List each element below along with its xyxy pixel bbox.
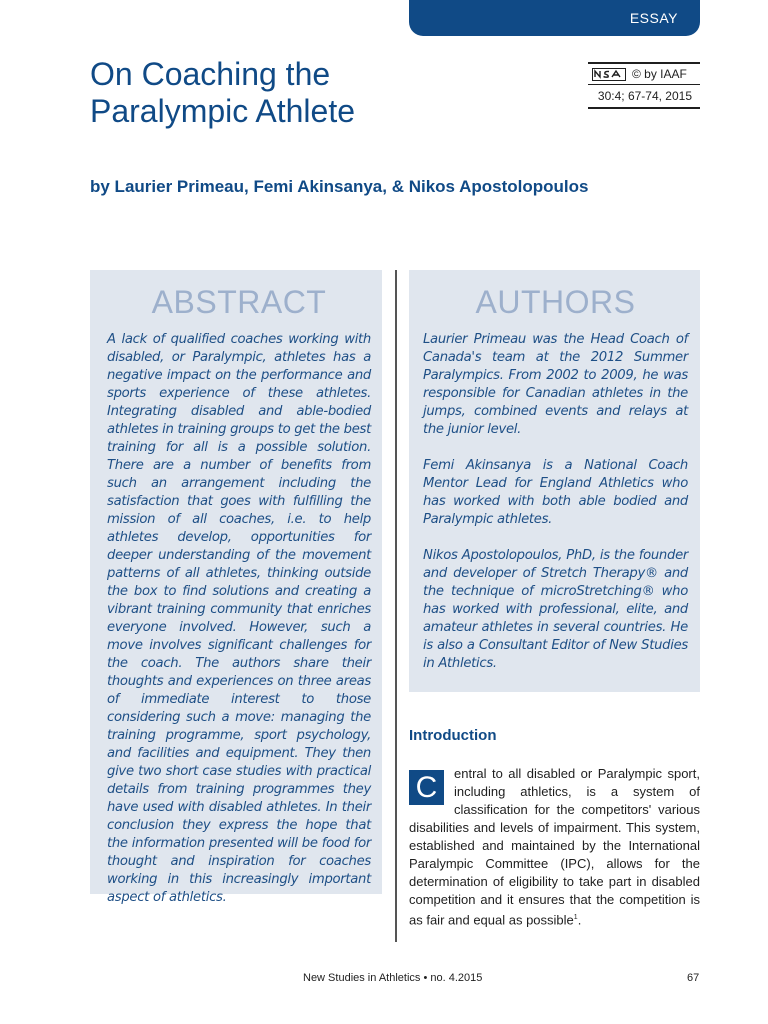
- article-title-line1: On Coaching the: [90, 56, 331, 92]
- section-tab-label: ESSAY: [629, 10, 678, 26]
- abstract-text: A lack of qualified coaches working with disabled, or Paralympic, athletes has a negative impact on the performance and sports experience of these athletes. Integrating disabled and able-bodied athletes in training groups to get the best training for all is a possible solution. There are a number of benefits from such an arrangement including the satisfaction that goes with fulfilling the mission of all coaches, i.e. to help athletes develop, opportunities for deeper understanding of the movement patterns of all athletes, thinking outside the box to find solutions and creating a vibrant training community that enriches everyone involved. However, such a move involves significant challenges for the coach. The authors share their thoughts and experiences on three areas of immediate interest to those considering such a move: managing the training programme, sport psychology, and facilities and equipment. They then give two short case studies with practical details from training programmes they have used with disabled athletes. In their conclusion they express the hope that the information presented will be food for thought and inspiration for coaches working in this increasingly important aspect of athletics.: [107, 332, 371, 905]
- citation-line: [588, 85, 700, 109]
- drop-cap: C: [409, 770, 444, 805]
- footnote-ref[interactable]: 1: [573, 914, 578, 921]
- article-title: [90, 56, 510, 130]
- author-bio: Nikos Apostolopoulos, PhD, is the founder and developer of Stretch Therapy® and the technique of microStretching® who has worked with professional, elite, and amateur athletes in several countries. He is also a Consultant Editor of New Studies in Athletics.: [423, 548, 688, 671]
- nsa-logo-icon: [592, 68, 626, 81]
- section-tab: [409, 0, 700, 36]
- introduction-heading: Introduction: [409, 727, 497, 744]
- page-number: 67: [687, 972, 700, 984]
- copyright-text: © by IAAF: [632, 67, 687, 81]
- article-title-line2: Paralympic Athlete: [90, 93, 356, 129]
- authors-box: [409, 270, 700, 692]
- publication-meta: [588, 62, 700, 109]
- author-bio: Laurier Primeau was the Head Coach of Canada's team at the 2012 Summer Paralympics. From 2002 to 2009, he was responsible for Canadian athletes in the jumps, combined events and relays at the junior level.: [423, 332, 688, 437]
- introduction-end: .: [577, 912, 582, 928]
- author-bio: Femi Akinsanya is a National Coach Mentor Lead for England Athletics who has worked with both able bodied and Paralympic athletes.: [423, 458, 688, 527]
- footer-journal: New Studies in Athletics • no. 4.2015: [303, 972, 483, 984]
- citation-text: 30:4; 67-74, 2015: [597, 89, 692, 103]
- abstract-heading: ABSTRACT: [151, 284, 327, 320]
- copyright-line: [588, 62, 700, 85]
- introduction-body: entral to all disabled or Paralympic sport, including athletics, is a system of classification for the competitors' various disabilities and levels of impairment. This system, established and maintained by the International Paralympic Committee (IPC), allows for the determination of eligibility to take part in disabled competition and it ensures that the competition is as fair and equal as possible: [409, 766, 700, 928]
- abstract-box: [90, 270, 382, 905]
- authors-heading: AUTHORS: [475, 284, 636, 320]
- column-divider: [395, 270, 397, 942]
- introduction-text: [409, 765, 700, 929]
- byline: by Laurier Primeau, Femi Akinsanya, & Nikos Apostolopoulos: [90, 177, 589, 196]
